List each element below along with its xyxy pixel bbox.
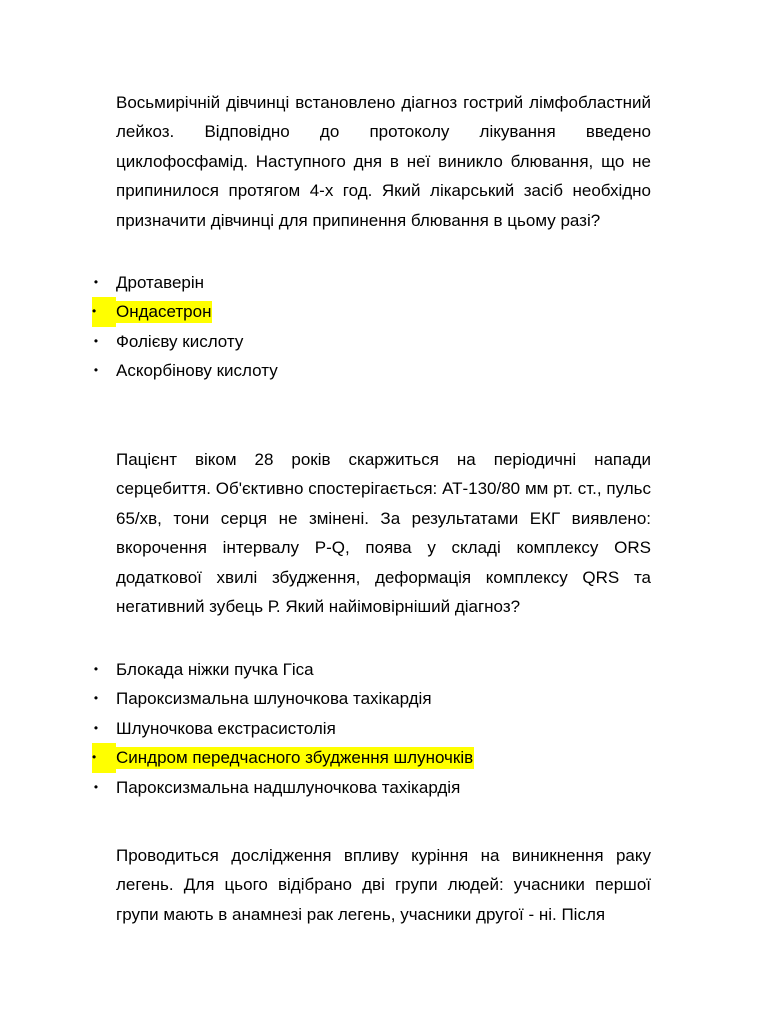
answer-option-label: Ондасетрон [116, 302, 212, 322]
question-2-options [92, 655, 656, 802]
bullet-icon: • [93, 779, 99, 794]
answer-option-label: Пароксизмальна надшлуночкова тахікардія [116, 777, 461, 797]
bullet-icon: • [93, 275, 99, 289]
answer-option [93, 773, 656, 802]
question-2-text: Пацієнт віком 28 років скаржиться на періодичні напади серцебиття. Об'єктивно спостерігається: АТ-130/80 мм рт. ст., пульс 65/хв, тони серця не змінені. За результатами ЕКГ виявлено: вкорочення інтервалу P-Q, поява у складі комплексу ORS додаткової хвилі збудження, деформація комплексу QRS та негативний зубець Р. Який найімовірніший діагноз? [116, 450, 651, 617]
answer-option-label: Фолієву кислоту [116, 331, 244, 351]
bullet-icon: • [92, 297, 116, 326]
answer-option-label: Аскорбінову кислоту [116, 361, 278, 381]
answer-option-label: Пароксизмальна шлуночкова тахікардія [116, 689, 432, 709]
answer-option [93, 714, 656, 743]
answer-option-highlighted [92, 297, 656, 326]
bullet-icon: • [93, 691, 99, 706]
answer-option-label: Дротаверін [116, 273, 205, 292]
question-1-options [92, 268, 656, 386]
question-1-text: Восьмирічній дівчинці встановлено діагноз гострий лімфобластний лейкоз. Відповідно до протоколу лікування введено циклофосфамід. Наступного дня в неї виникло блювання, що не припинилося протягом 4-х год. Який лікарський засіб необхідно призначити дівчинці для припинення блювання в цьому разі? [116, 93, 651, 230]
answer-option-label: Блокада ніжки пучка Гіса [116, 660, 314, 679]
answer-option [93, 327, 656, 356]
bullet-icon: • [92, 743, 116, 772]
answer-option-highlighted [92, 743, 656, 772]
bullet-icon: • [93, 333, 99, 348]
bullet-icon: • [93, 363, 99, 378]
answer-option [93, 684, 656, 713]
question-3-text: Проводиться дослідження впливу куріння на виникнення раку легень. Для цього відібрано дві групи людей: учасники першої групи мають в анамнезі рак легень, учасники другої - ні. Після [116, 846, 651, 924]
answer-option [93, 268, 656, 297]
answer-option [93, 655, 656, 684]
bullet-icon: • [93, 720, 99, 735]
answer-option [93, 356, 656, 385]
answer-option-label: Синдром передчасного збудження шлуночків [116, 748, 474, 768]
answer-option-label: Шлуночкова екстрасистолія [116, 718, 336, 738]
bullet-icon: • [93, 662, 99, 676]
